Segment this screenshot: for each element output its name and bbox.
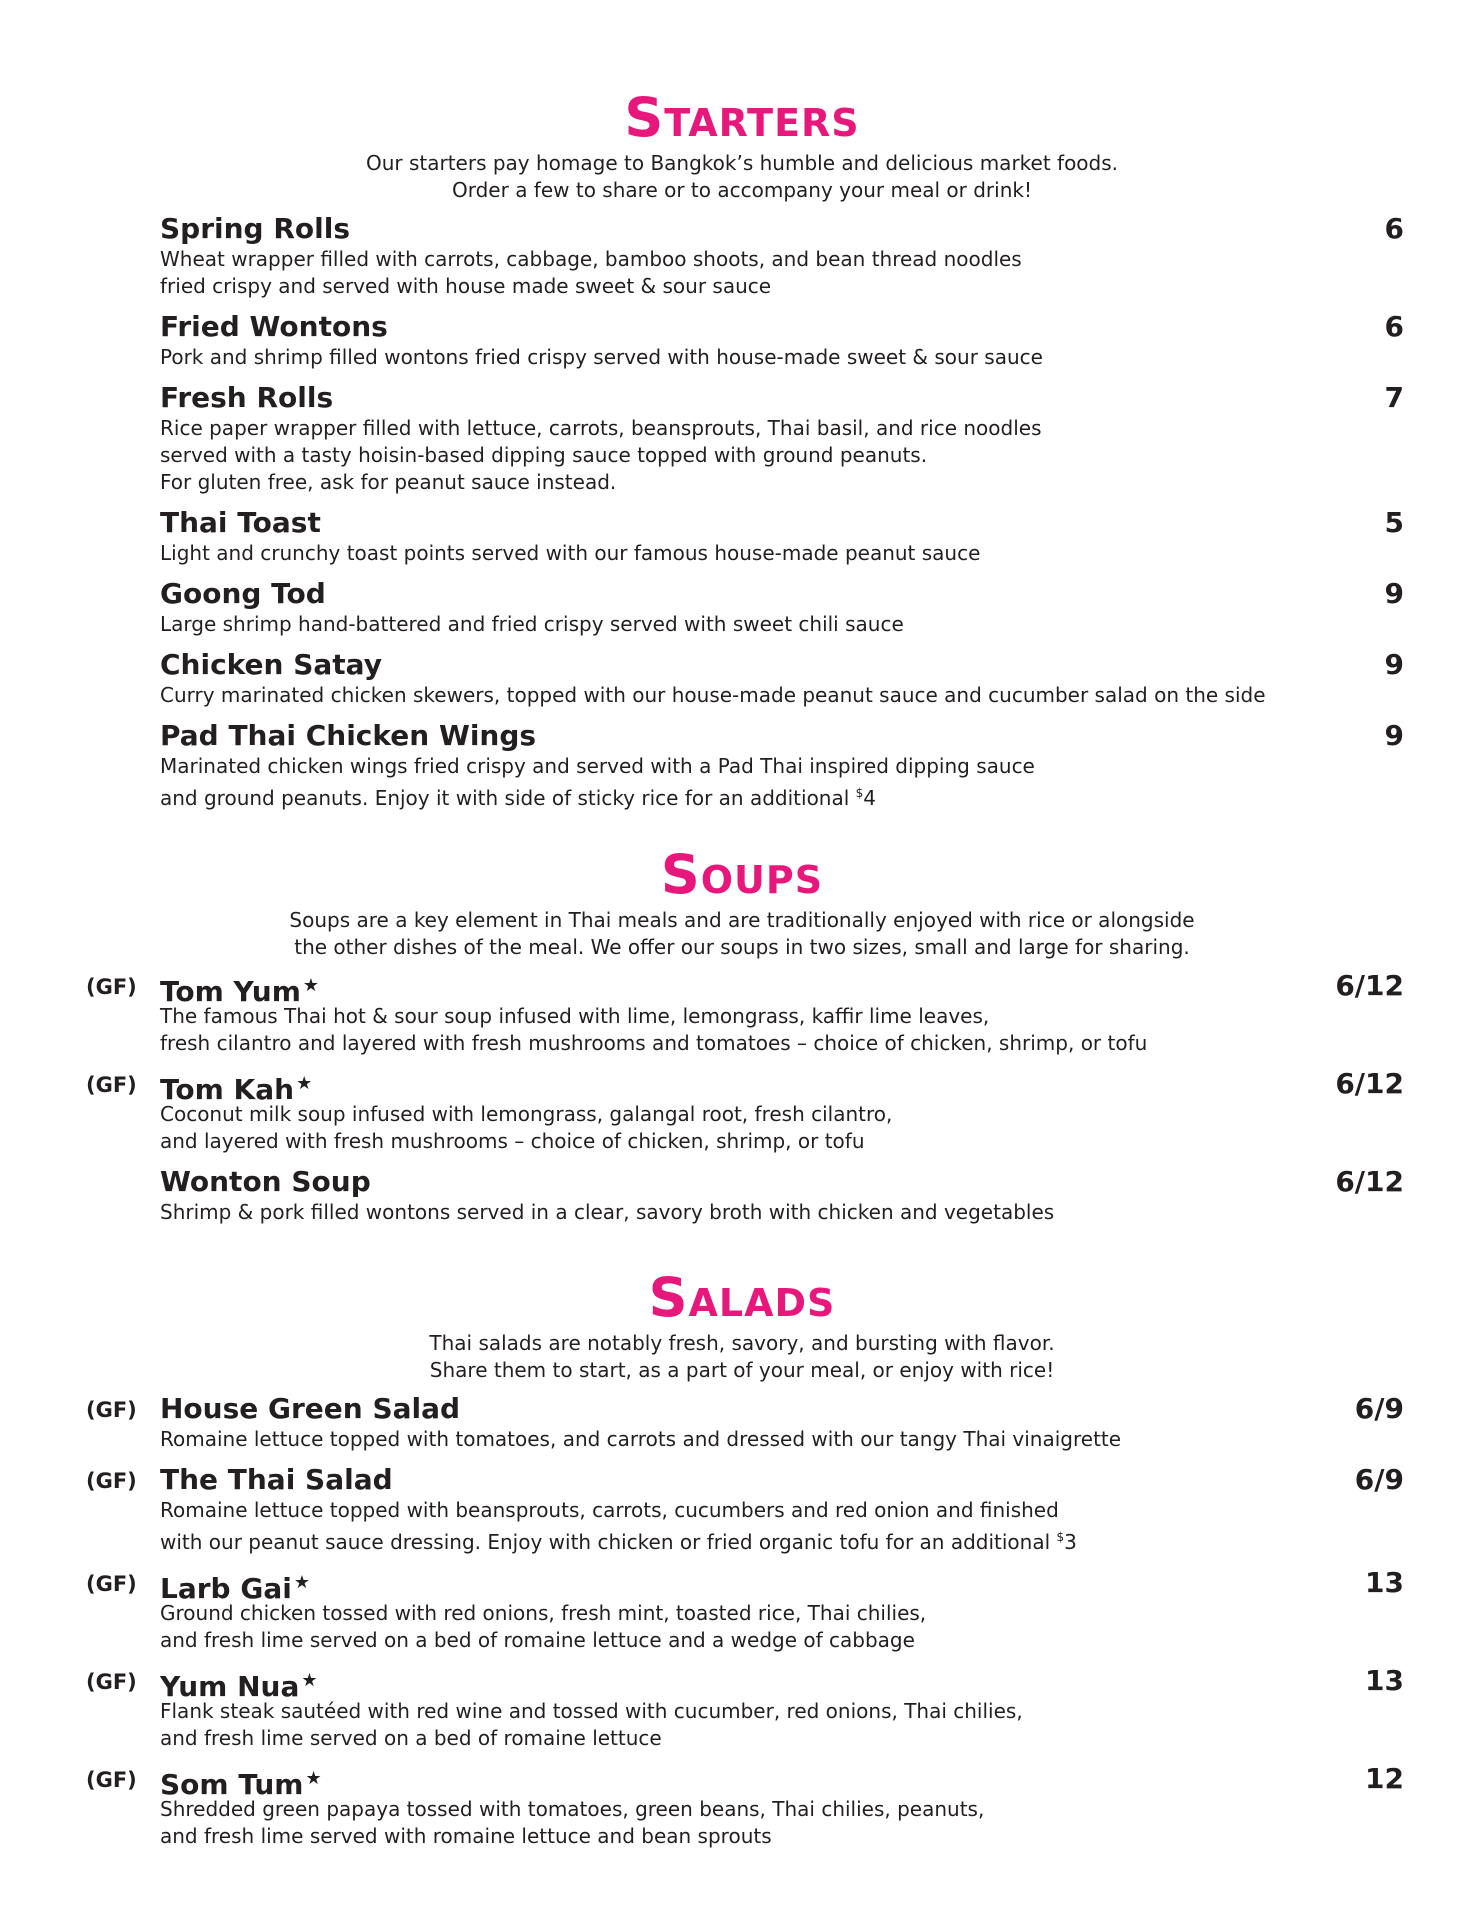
item-name-text: Yum Nua [160, 1670, 300, 1703]
item-description [160, 1003, 1484, 1057]
description-line: served with a tasty hoisin-based dipping sauce topped with ground peanuts. [160, 443, 928, 467]
spicy-star-icon: ★ [296, 1073, 313, 1094]
section-title: Soups [660, 843, 824, 906]
item-name [160, 1664, 318, 1704]
intro-line: Share them to start, as a part of your meal, or enjoy with rice! [429, 1358, 1055, 1382]
currency-symbol: $ [855, 786, 864, 800]
item-description [160, 1199, 1484, 1226]
menu-item-header [0, 648, 1484, 682]
spicy-star-icon: ★ [293, 1572, 310, 1593]
description-line: Marinated chicken wings fried crispy and served with a Pad Thai inspired dipping sauce [160, 754, 1035, 778]
description-line: Pork and shrimp filled wontons fried crispy served with house-made sweet & sour sauce [160, 345, 1043, 369]
intro-line: Our starters pay homage to Bangkok’s humble and delicious market foods. [365, 151, 1119, 175]
spicy-star-icon: ★ [301, 1670, 318, 1691]
gluten-free-tag: (GF) [86, 1073, 137, 1097]
menu-item [0, 1664, 1484, 1752]
item-name-text: Pad Thai Chicken Wings [160, 719, 537, 752]
item-name-text: Thai Toast [160, 506, 321, 539]
section-intro [0, 907, 1484, 961]
gluten-free-tag: (GF) [86, 1768, 137, 1792]
gluten-free-tag: (GF) [86, 1670, 137, 1694]
description-line: Shredded green papaya tossed with tomatoes, green beans, Thai chilies, peanuts, [160, 1797, 985, 1821]
item-name-text: Larb Gai [160, 1572, 292, 1605]
description-line: Flank steak sautéed with red wine and tossed with cucumber, red onions, Thai chilies, [160, 1699, 1023, 1723]
intro-line: Thai salads are notably fresh, savory, and bursting with flavor. [429, 1331, 1055, 1355]
addon-price: 3 [1064, 1530, 1077, 1554]
item-name-text: Chicken Satay [160, 648, 382, 681]
description-line: and fresh lime served with romaine lettuce and bean sprouts [160, 1824, 772, 1848]
item-name [160, 1762, 322, 1802]
menu-item-header [0, 506, 1484, 540]
item-name-text: House Green Salad [160, 1392, 461, 1425]
gluten-free-tag: (GF) [86, 975, 137, 999]
menu-item [0, 310, 1484, 371]
menu-item-header [0, 1566, 1484, 1605]
addon-price: 4 [863, 786, 877, 810]
description-line: and layered with fresh mushrooms – choice of chicken, shrimp, or tofu [160, 1129, 865, 1153]
description-line: Romaine lettuce topped with tomatoes, and carrots and dressed with our tangy Thai vinaigrette [160, 1427, 1122, 1451]
item-price: 6/12 [1335, 1067, 1404, 1100]
item-price: 9 [1384, 577, 1404, 610]
menu-item-header [0, 212, 1484, 246]
gluten-free-tag: (GF) [86, 1398, 137, 1422]
item-name [160, 1067, 312, 1107]
menu-item-header [0, 969, 1484, 1008]
description-line: Shrimp & pork filled wontons served in a clear, savory broth with chicken and vegetables [160, 1200, 1055, 1224]
gluten-free-tag: (GF) [86, 1469, 137, 1493]
item-name-text: Wonton Soup [160, 1165, 371, 1198]
item-name [160, 506, 321, 540]
description-line: Romaine lettuce topped with beansprouts, carrots, cucumbers and red onion and finished [160, 1498, 1059, 1522]
item-name-text: Goong Tod [160, 577, 326, 610]
description-line: Light and crunchy toast points served with our famous house-made peanut sauce [160, 541, 981, 565]
description-line: Ground chicken tossed with red onions, fresh mint, toasted rice, Thai chilies, [160, 1601, 927, 1625]
description-line: fried crispy and served with house made sweet & sour sauce [160, 274, 772, 298]
item-name [160, 719, 536, 753]
item-description [160, 1426, 1484, 1453]
item-price: 6 [1384, 310, 1404, 343]
description-line: and fresh lime served on a bed of romaine lettuce and a wedge of cabbage [160, 1628, 915, 1652]
menu-item [0, 648, 1484, 709]
item-name [160, 381, 333, 415]
menu-item [0, 969, 1484, 1057]
menu-items [0, 1392, 1484, 1850]
item-name [160, 1392, 460, 1426]
section-intro [0, 1330, 1484, 1384]
menu-item [0, 506, 1484, 567]
item-price: 7 [1384, 381, 1404, 414]
item-description [160, 611, 1484, 638]
menu-item-header [0, 1463, 1484, 1497]
item-description [160, 1497, 1484, 1556]
section-starters [0, 88, 1484, 822]
item-description [160, 1600, 1484, 1654]
menu-item-header [0, 310, 1484, 344]
item-price: 6 [1384, 212, 1404, 245]
menu-item-header [0, 1762, 1484, 1801]
item-price: 6/9 [1354, 1392, 1404, 1425]
item-price: 6/12 [1335, 1165, 1404, 1198]
menu-items [0, 969, 1484, 1226]
description-line: Rice paper wrapper filled with lettuce, carrots, beansprouts, Thai basil, and rice noodles [160, 416, 1042, 440]
intro-line: Order a few to share or to accompany your meal or drink! [452, 178, 1032, 202]
description-line: Wheat wrapper filled with carrots, cabbage, bamboo shoots, and bean thread noodles [160, 247, 1022, 271]
gluten-free-tag: (GF) [86, 1572, 137, 1596]
menu-item-header [0, 1067, 1484, 1106]
intro-line: the other dishes of the meal. We offer our soups in two sizes, small and large for sharing. [294, 935, 1190, 959]
menu-item [0, 1392, 1484, 1453]
section-title: Starters [624, 86, 860, 149]
menu-item [0, 719, 1484, 812]
menu-item [0, 1566, 1484, 1654]
menu-item-header [0, 1664, 1484, 1703]
item-name-text: Tom Yum [160, 975, 301, 1008]
item-name [160, 310, 388, 344]
description-line: Coconut milk soup infused with lemongrass, galangal root, fresh cilantro, [160, 1102, 893, 1126]
currency-symbol: $ [1056, 1530, 1065, 1544]
item-description [160, 1796, 1484, 1850]
section-intro [0, 150, 1484, 204]
menu-item-header [0, 1165, 1484, 1199]
item-name [160, 1566, 310, 1606]
item-price: 13 [1365, 1566, 1404, 1599]
item-price: 12 [1365, 1762, 1404, 1795]
item-name [160, 1165, 371, 1199]
item-name [160, 1463, 393, 1497]
item-description [160, 682, 1484, 709]
description-text: and ground peanuts. Enjoy it with side of sticky rice for an additional [160, 786, 856, 810]
menu-item [0, 1762, 1484, 1850]
item-name-text: Som Tum [160, 1768, 304, 1801]
item-price: 6/9 [1354, 1463, 1404, 1496]
description-line [160, 780, 1484, 812]
description-line: The famous Thai hot & sour soup infused with lime, lemongrass, kaffir lime leaves, [160, 1004, 990, 1028]
menu-item-header [0, 381, 1484, 415]
description-line: and fresh lime served on a bed of romaine lettuce [160, 1726, 662, 1750]
menu-item-header [0, 719, 1484, 753]
item-price: 13 [1365, 1664, 1404, 1697]
item-name [160, 969, 319, 1009]
item-description [160, 1101, 1484, 1155]
menu-item [0, 1165, 1484, 1226]
description-line: Large shrimp hand-battered and fried crispy served with sweet chili sauce [160, 612, 904, 636]
item-description [160, 246, 1484, 300]
section-soups [0, 845, 1484, 1236]
section-salads [0, 1268, 1484, 1860]
item-name [160, 212, 350, 246]
menu-item [0, 381, 1484, 496]
item-name-text: Spring Rolls [160, 212, 350, 245]
menu-item [0, 212, 1484, 300]
item-name-text: Fresh Rolls [160, 381, 334, 414]
menu-items [0, 212, 1484, 812]
description-line [160, 1524, 1484, 1556]
description-line: fresh cilantro and layered with fresh mushrooms and tomatoes – choice of chicken, shrimp, or tofu [160, 1031, 1148, 1055]
menu-item [0, 1067, 1484, 1155]
item-description [160, 540, 1484, 567]
item-description [160, 344, 1484, 371]
intro-line: Soups are a key element in Thai meals and are traditionally enjoyed with rice or alongside [289, 908, 1195, 932]
item-description [160, 753, 1484, 812]
item-description [160, 1698, 1484, 1752]
spicy-star-icon: ★ [302, 975, 320, 996]
item-name-text: Tom Kah [160, 1073, 295, 1106]
item-price: 9 [1384, 719, 1404, 752]
item-name-text: Fried Wontons [160, 310, 388, 343]
item-price: 9 [1384, 648, 1404, 681]
section-title: Salads [648, 1266, 836, 1329]
item-price: 6/12 [1335, 969, 1404, 1002]
menu-item [0, 577, 1484, 638]
menu-item-header [0, 1392, 1484, 1426]
description-line: Curry marinated chicken skewers, topped with our house-made peanut sauce and cucumber salad on the side [160, 683, 1266, 707]
menu-item [0, 1463, 1484, 1556]
item-price: 5 [1384, 506, 1404, 539]
description-text: with our peanut sauce dressing. Enjoy with chicken or fried organic tofu for an additional [160, 1530, 1057, 1554]
item-name [160, 577, 326, 611]
item-description [160, 415, 1484, 496]
item-name-text: The Thai Salad [160, 1463, 393, 1496]
description-line: For gluten free, ask for peanut sauce instead. [160, 470, 617, 494]
spicy-star-icon: ★ [305, 1768, 322, 1789]
menu-item-header [0, 577, 1484, 611]
item-name [160, 648, 382, 682]
